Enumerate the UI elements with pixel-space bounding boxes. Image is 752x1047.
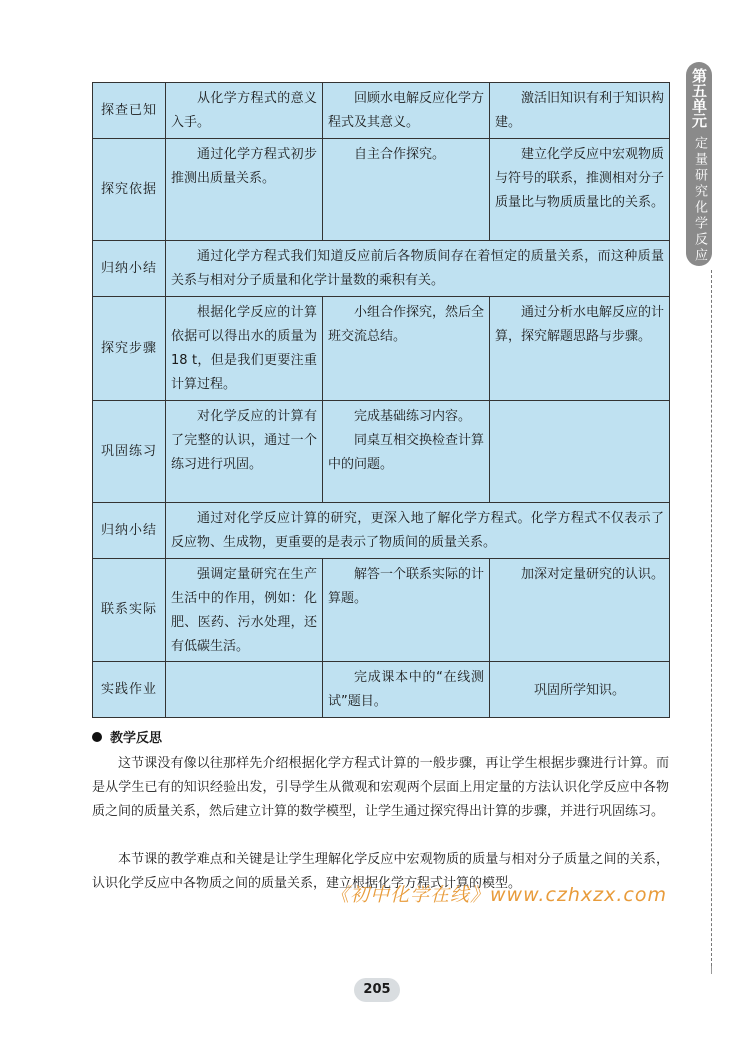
intent-cell: 巩固所学知识。 (490, 662, 670, 718)
table-row (93, 559, 670, 662)
table-row (93, 83, 670, 139)
student-cell: 完成基础练习内容。 同桌互相交换检查计算中的问题。 (323, 401, 490, 503)
table-row (93, 401, 670, 503)
teacher-cell: 对化学反应的计算有了完整的认识，通过一个练习进行巩固。 (166, 401, 323, 503)
intent-cell: 通过分析水电解反应的计算，探究解题思路与步骤。 (490, 297, 670, 401)
student-cell: 自主合作探究。 (323, 139, 490, 241)
stage-cell: 归纳小结 (93, 503, 166, 559)
teacher-cell: 从化学方程式的意义入手。 (166, 83, 323, 139)
reflection-paragraph: 本节课的教学难点和关键是让学生理解化学反应中宏观物质的质量与相对分子质量之间的关系，认识化学反应中各物质之间的质量关系，建立根据化学方程式计算的模型。 (92, 852, 669, 891)
unit-label: 第五单元 (690, 68, 708, 128)
intent-cell: 加深对定量研究的认识。 (490, 559, 670, 662)
stage-cell: 探究步骤 (93, 297, 166, 401)
stage-cell: 联系实际 (93, 559, 166, 662)
side-dashed-rule (711, 270, 712, 966)
stage-cell: 探究依据 (93, 139, 166, 241)
teacher-cell: 通过化学方程式初步推测出质量关系。 (166, 139, 323, 241)
teacher-cell (166, 662, 323, 718)
lesson-plan-table (92, 82, 670, 718)
intent-cell: 激活旧知识有利于知识构建。 (490, 83, 670, 139)
stage-cell: 实践作业 (93, 662, 166, 718)
table-row (93, 662, 670, 718)
intent-cell (490, 401, 670, 503)
unit-title: 定量研究化学反应 (692, 136, 707, 264)
student-cell: 小组合作探究，然后全班交流总结。 (323, 297, 490, 401)
page-number: 205 (354, 978, 400, 1002)
student-cell: 解答一个联系实际的计算题。 (323, 559, 490, 662)
stage-cell: 探查已知 (93, 83, 166, 139)
stage-cell: 归纳小结 (93, 241, 166, 297)
teacher-cell: 根据化学反应的计算依据可以得出水的质量为18 t，但是我们更要注重计算过程。 (166, 297, 323, 401)
student-cell: 回顾水电解反应化学方程式及其意义。 (323, 83, 490, 139)
table-row (93, 241, 670, 297)
reflection-paragraph: 这节课没有像以往那样先介绍根据化学方程式计算的一般步骤，再让学生根据步骤进行计算。而是从学生已有的知识经验出发，引导学生从微观和宏观两个层面上用定量的方法认识化学反应中各物质之间的质量关系，然后建立计算的数学模型，让学生通过探究得出计算的步骤，并进行巩固练习。 (92, 756, 669, 819)
summary-cell: 通过化学方程式我们知道反应前后各物质间存在着恒定的质量关系，而这种质量关系与相对分子质量和化学计量数的乘积有关。 (166, 241, 670, 297)
reflection-heading (92, 727, 162, 746)
side-rule-end (711, 966, 712, 974)
watermark: 《初中化学在线》www.czhxzx.com (330, 884, 667, 906)
student-cell: 完成课本中的“在线测试”题目。 (323, 662, 490, 718)
table-row (93, 139, 670, 241)
bullet-icon (92, 732, 102, 742)
stage-cell: 巩固练习 (93, 401, 166, 503)
reflection-heading-text: 教学反思 (110, 731, 163, 746)
unit-side-tab (686, 62, 712, 266)
table-row (93, 297, 670, 401)
teacher-cell: 强调定量研究在生产生活中的作用，例如：化肥、医药、污水处理，还有低碳生活。 (166, 559, 323, 662)
intent-cell: 建立化学反应中宏观物质与符号的联系，推测相对分子质量比与物质质量比的关系。 (490, 139, 670, 241)
table-row (93, 503, 670, 559)
summary-cell: 通过对化学反应计算的研究，更深入地了解化学方程式。化学方程式不仅表示了反应物、生成物，更重要的是表示了物质间的质量关系。 (166, 503, 670, 559)
